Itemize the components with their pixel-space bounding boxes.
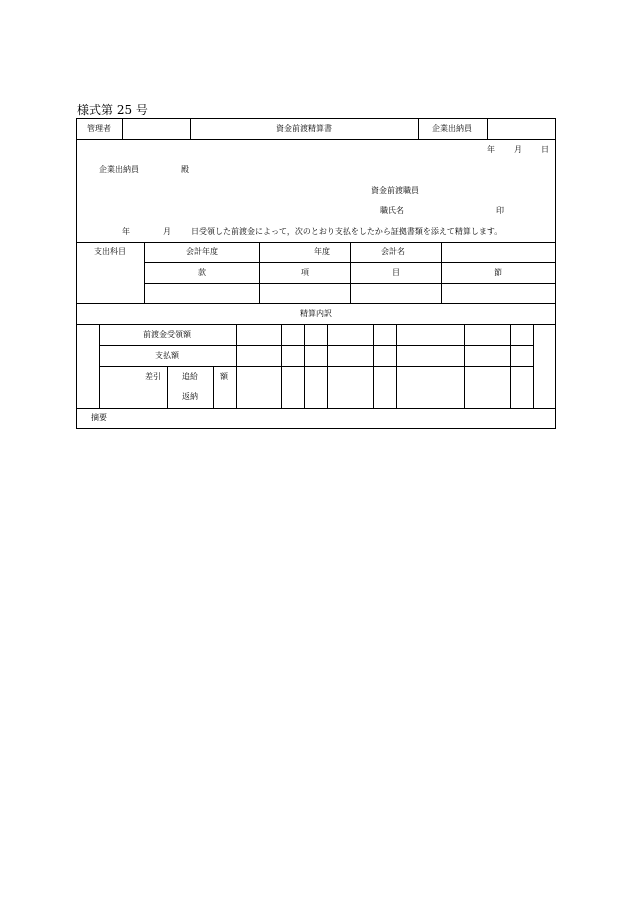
shishutsu-kamoku-label: 支出科目 (94, 247, 126, 256)
form-frame (77, 119, 556, 429)
tsuikyu-label: 追給 (182, 372, 198, 381)
kan-label: 款 (198, 268, 206, 277)
addressee-name: 企業出納員 (99, 165, 139, 174)
moku-label: 目 (392, 268, 400, 277)
kanrisha-label: 管理者 (87, 124, 111, 133)
kaikei-nendo-label: 会計年度 (186, 247, 218, 256)
date-month: 月 (514, 145, 522, 154)
maewatashi-juryo-label: 前渡金受領額 (143, 330, 191, 339)
form-number: 様式第 25 号 (77, 103, 148, 117)
nendo-label: 年度 (314, 247, 330, 256)
statement-month: 月 (163, 227, 171, 236)
henno-label: 返納 (182, 392, 198, 401)
sender-name-label: 職氏名 (380, 206, 404, 215)
setsu-label: 節 (494, 268, 502, 277)
settlement-heading: 精算内訳 (300, 309, 332, 318)
statement-text: 日受領した前渡金によって，次のとおり支払をしたから証拠書類を添えて精算します。 (191, 227, 503, 236)
gaku-label: 額 (220, 372, 228, 381)
seal-mark: 印 (496, 206, 504, 215)
remarks-label: 摘要 (91, 413, 107, 422)
sashihiki-label: 差引 (145, 372, 161, 381)
kigyo-shutsunoin-label: 企業出納員 (432, 124, 472, 133)
statement-year: 年 (122, 227, 130, 236)
addressee-honorific: 殿 (181, 165, 189, 174)
kaikei-mei-label: 会計名 (381, 247, 405, 256)
kou-label: 項 (301, 268, 309, 277)
form-title: 資金前渡精算書 (276, 124, 332, 133)
shiharai-label: 支払額 (155, 351, 179, 360)
sender-title: 資金前渡職員 (371, 186, 419, 195)
date-day: 日 (541, 145, 549, 154)
date-year: 年 (487, 145, 495, 154)
